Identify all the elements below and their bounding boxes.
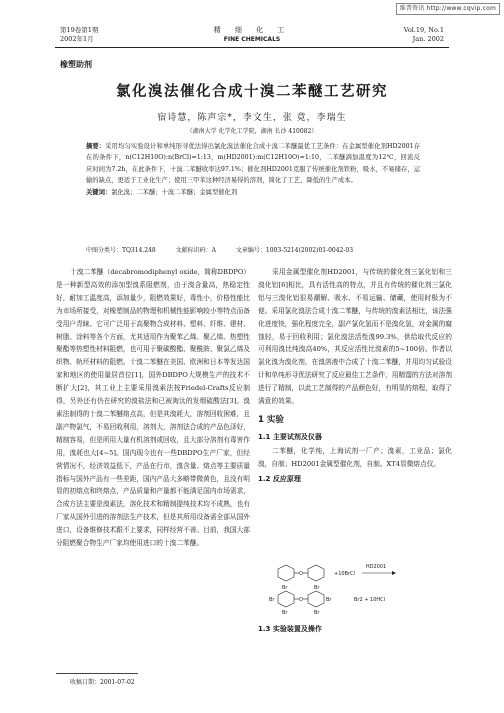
article-number: 文章编号：1003-5214(2002)01-0042-03 [235, 247, 354, 254]
abstract-block [86, 141, 420, 198]
oxygen-atom-product: O [299, 597, 303, 603]
authors: 宿诗慧，陈声宗*，李文生，张 竟，李瑞生 [157, 113, 347, 123]
body-left-column [56, 266, 250, 550]
br-substituent: Br [269, 597, 275, 603]
reagents-paragraph: 二苯醚，化学纯，上海试剂一厂产；溴素，工业品；氯化溴，自制；HD2001金属型催化剂，自制。XT4显微熔点仪。 [258, 446, 452, 468]
reaction-scheme-svg [258, 557, 452, 617]
section-heading-experiment: 1 实验 [258, 414, 284, 425]
affiliation: （湖南大学 化学化工学院，湖南 长沙 410082） [186, 128, 318, 135]
journal-title-en: FINE CHEMICALS [223, 36, 281, 43]
keywords-text: 氯化溴；二苯醚；十溴二苯醚；金属型催化剂 [111, 188, 238, 196]
document-code: 文献标识码：A [175, 247, 216, 254]
br-substituent: Br [282, 585, 288, 591]
intro-paragraph: 十溴二苯醚（decabromodiphenyl oxide，简称DBDPO）是一种新型高效的添加型溴系阻燃剂，由于溴含量高，热稳定性好，耐加工温度高，添加量少，阻燃效果好，毒性小，价格性能比为市场所接受，对橡塑制品的物理和机械性能影响较小等特点而备受用户青睐。它可广泛用于高聚物合成材料、塑料、纤维、建材、树脂、涂料等各个方面，尤其适用作为聚苯乙烯、聚乙烯、热塑性聚酯等热塑性材料阻燃，也可用于聚碳酸酯、聚酰胺、聚氯乙烯及织物、轨坯材料的阻燃。十溴二苯醚在美国、欧洲和日本等发达国家和地区的使用量居首位[1]，国外DBDPO大规模生产的技术不断扩大[2]，其工业上主要采用溴素法按Friedel-Crafts反应制得，另外还有仍在研究的溴盐法和已被淘汰的发烟硫酸法[3]。溴素法制得的十溴二苯醚熔点高，但是其溴耗大，溶剂回收困难，且副产物氯气，不易回收利用，溶剂大，溶剂法合成的产品色泽好，精制容易，但是所用大量有机溶剂或回收，且大部分溶剂有毒害作用，溴耗也大[4~5]。国内现今也有一些DBDPO生产厂家，但经营情况不，经济效益低下，产品在行市，溴含量、熔点等主要质量指标与国外产品有一些差距，国内产品大多略带微黄色，且没有明显的初熔点和终熔点，产品质量和产量都不能满足国内市场需求，合成方法主要是溴素法，溶化技术和精制提纯技术均不成熟，也有厂家从国外引进的溶剂法生产技术，但是其所用设备需全部从国外进口，设备维修技术跟不上要求，同样经营不善。目前，我国大部分阻燃聚合物生产厂家均使用进口的十溴二苯醚。 [56, 268, 250, 548]
journal-issue-info-en [404, 26, 444, 44]
catalyst-label: HD2001 [365, 564, 387, 570]
br-substituent: Br [282, 610, 288, 616]
oxygen-atom: O [299, 571, 303, 577]
subsection-heading-principle: 1.2 反应原理 [258, 474, 301, 483]
reagent-brcl: +10BrCl [334, 571, 355, 577]
intro-paragraph-continued: 采用金属型催化剂HD2001，与传统的催化剂三氯化铝和三溴化铝[6]相比，具有活性高的特点，并且有传统的催化剂三氯化铝与三溴化铝很易潮解、吸水、不易运输、储藏，使用时极为不便。采用氯化溴法合成十溴二苯醚，与传统的溴素法相比，该法强化进度快，强化程度完全，副产氯化氢而不是溴化氢，对金属的腐蚀轻，易于回收利用；氯化溴法活性溴99.3%，供给取代反应的可利用溴比纯溴高40%，其反应活性比溴素的5~100倍。作者以氯化溴为溴化剂，在溴溶液中合成了十溴二苯醚，并用均匀试验设计和单纯形寻优法研究了反应最佳工艺条件，用精馏的方法对溶剂进行了精制，以此工艺制得的产品颜色好，有明显的熔程，取得了满意的效果。 [258, 268, 452, 406]
diphenyl-ether-structure [278, 565, 324, 581]
volume-issue: 第19卷第1期 [60, 26, 99, 34]
issue-date-en: Jan. 2002 [412, 35, 444, 43]
abstract-label: 摘要： [86, 143, 106, 150]
keywords-label: 关键词： [86, 188, 112, 196]
abstract-text: 采用均匀实验设计和单纯形寻优法得出氯化溴法催化合成十溴二苯醚最优工艺条件：在金属型催化剂HD2001存在的条件下，n(C12H10O):n(BrCl)=1:13，m(HD2001):m(C12H10O)=1:10，二苯醚滴加温度为12℃，回流反应时间为7.2h，在此条件下，十溴二苯醚收率达97.1%；催化剂HD2001克服了传统催化剂铁粉，吸水，不易储存，运输的缺点，更适于工业化生产；使用三甲苯这种经济易得的溶剂，简化了工艺，降低的生产成本。 [86, 143, 420, 185]
arrow-head [392, 571, 396, 575]
paper-title: 氯化溴法催化合成十溴二苯醚工艺研究 [116, 84, 388, 100]
header-rule [55, 47, 449, 48]
classification-line [86, 245, 426, 254]
decabromodiphenyl-ether-structure [269, 585, 332, 616]
clc-number: 中图分类号：TQ314.248 [86, 247, 156, 254]
reaction-scheme [258, 557, 452, 617]
subsection-heading-reagents: 1.1 主要试剂及仪器 [258, 432, 322, 441]
issue-date: 2002年1月 [60, 35, 94, 43]
volume-issue-en: Vol.19, No.1 [403, 26, 444, 34]
received-date-footnote: 收稿日期：2001-07-02 [70, 679, 135, 686]
br-substituent: Br [314, 585, 320, 591]
subsection-heading-apparatus: 1.3 实验装置及操作 [258, 625, 322, 633]
byproducts: Br2 + 10HCl [354, 597, 386, 603]
journal-title-cn: 精 细 化 工 [213, 26, 291, 34]
br-substituent: Br [326, 597, 332, 603]
source-stamp: 维普资讯 http://www.cqvip.com [396, 3, 500, 15]
br-substituent: Br [314, 610, 320, 616]
body-right-column [258, 266, 452, 487]
section-label: 橡塑助剂 [60, 60, 92, 69]
footnote-rule [56, 673, 138, 674]
